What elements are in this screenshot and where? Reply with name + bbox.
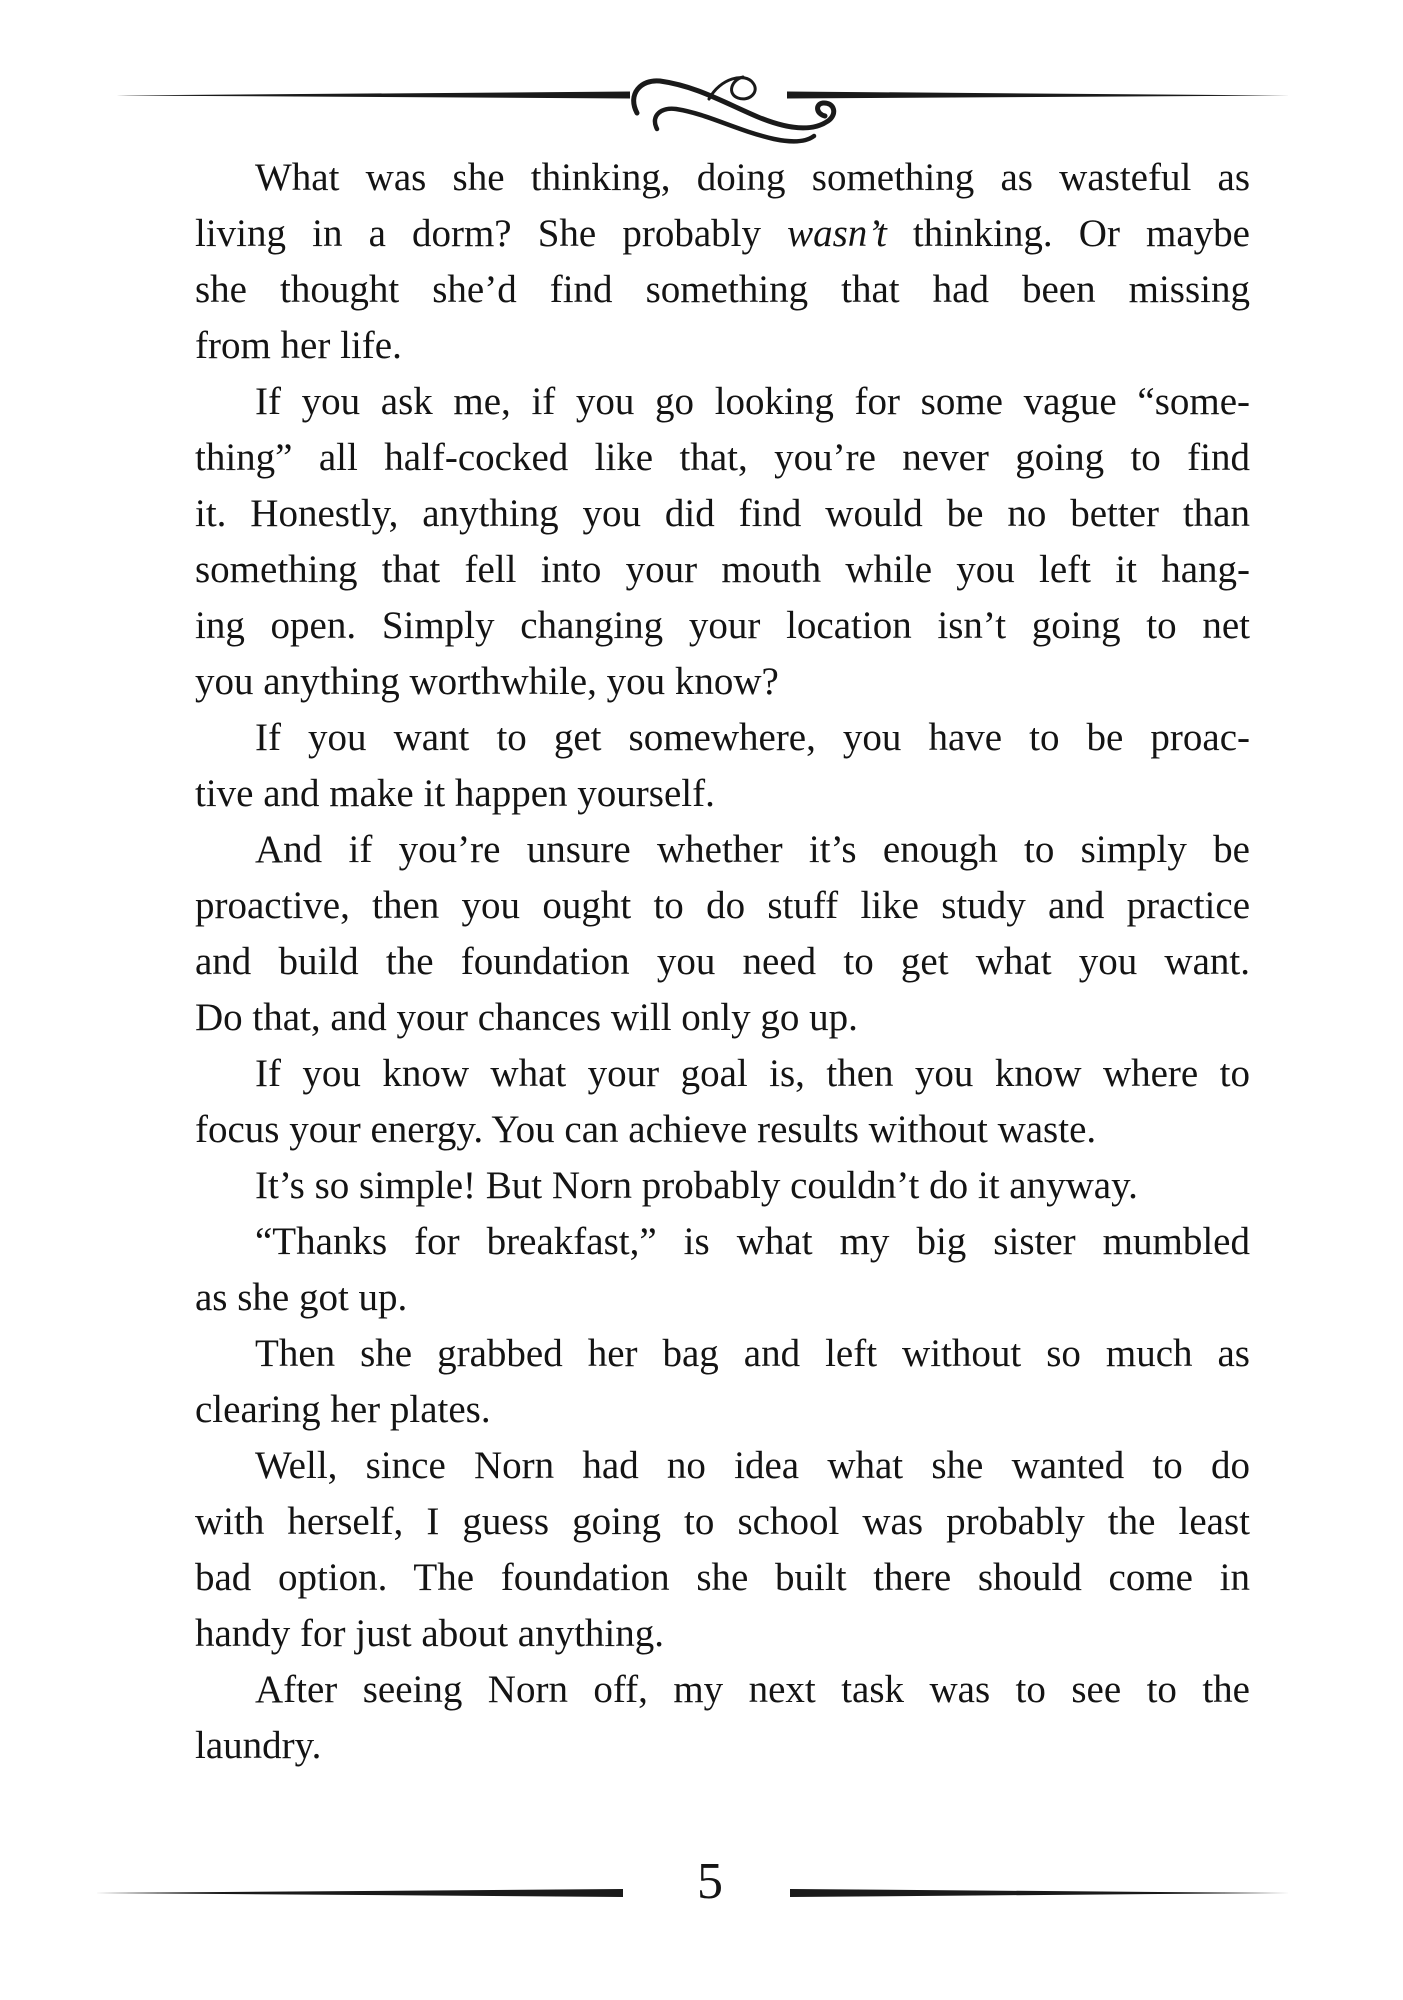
flourish-divider-icon bbox=[90, 50, 1313, 150]
header-rule-left bbox=[116, 92, 630, 99]
text-line: focus your energy. You can achieve results without waste. bbox=[195, 1108, 1097, 1151]
text-line: it. Honestly, anything you did find would be no better than bbox=[195, 492, 1250, 535]
text-line: you anything worthwhile, you know? bbox=[195, 660, 779, 703]
text-line: “Thanks for breakfast,” is what my big sister mumbled bbox=[255, 1220, 1250, 1263]
text-line: proactive, then you ought to do stuff like study and practice bbox=[195, 884, 1250, 927]
text-line: After seeing Norn off, my next task was to see to the bbox=[255, 1668, 1250, 1711]
text-line: living in a dorm? She probably wasn’t thinking. Or maybe bbox=[195, 212, 1250, 255]
text-line: And if you’re unsure whether it’s enough to simply be bbox=[255, 828, 1250, 871]
text-line: If you know what your goal is, then you know where to bbox=[255, 1052, 1250, 1095]
text-line: Well, since Norn had no idea what she wanted to do bbox=[255, 1444, 1250, 1487]
body-text bbox=[195, 150, 1250, 1774]
text-line: ing open. Simply changing your location isn’t going to net bbox=[195, 604, 1250, 647]
text-line: tive and make it happen yourself. bbox=[195, 772, 715, 815]
text-line: handy for just about anything. bbox=[195, 1612, 665, 1655]
text-line: clearing her plates. bbox=[195, 1388, 491, 1431]
text-line: What was she thinking, doing something as wasteful as bbox=[255, 156, 1250, 199]
text-line: thing” all half-cocked like that, you’re never going to find bbox=[195, 436, 1250, 479]
text-line: from her life. bbox=[195, 324, 402, 367]
text-line: If you ask me, if you go looking for some vague “some- bbox=[255, 380, 1250, 423]
text-line: bad option. The foundation she built there should come in bbox=[195, 1556, 1250, 1599]
header-rule-right bbox=[787, 92, 1290, 99]
text-line: If you want to get somewhere, you have to be proac- bbox=[255, 716, 1250, 759]
text-line: she thought she’d find something that had been missing bbox=[195, 268, 1250, 311]
footer-rule-right bbox=[790, 1889, 1290, 1897]
text-line: It’s so simple! But Norn probably couldn’t do it anyway. bbox=[255, 1164, 1138, 1207]
text-line: and build the foundation you need to get what you want. bbox=[195, 940, 1250, 983]
text-line: Then she grabbed her bag and left without so much as bbox=[255, 1332, 1250, 1375]
text-line: something that fell into your mouth while you left it hang- bbox=[195, 548, 1250, 591]
text-line: laundry. bbox=[195, 1724, 322, 1767]
text-line: as she got up. bbox=[195, 1276, 408, 1319]
page-number: 5 bbox=[697, 1853, 723, 1910]
text-line: Do that, and your chances will only go up. bbox=[195, 996, 858, 1039]
flourish-swirl bbox=[634, 77, 834, 141]
footer-rule-left bbox=[95, 1889, 623, 1897]
text-line: with herself, I guess going to school was probably the least bbox=[195, 1500, 1250, 1543]
